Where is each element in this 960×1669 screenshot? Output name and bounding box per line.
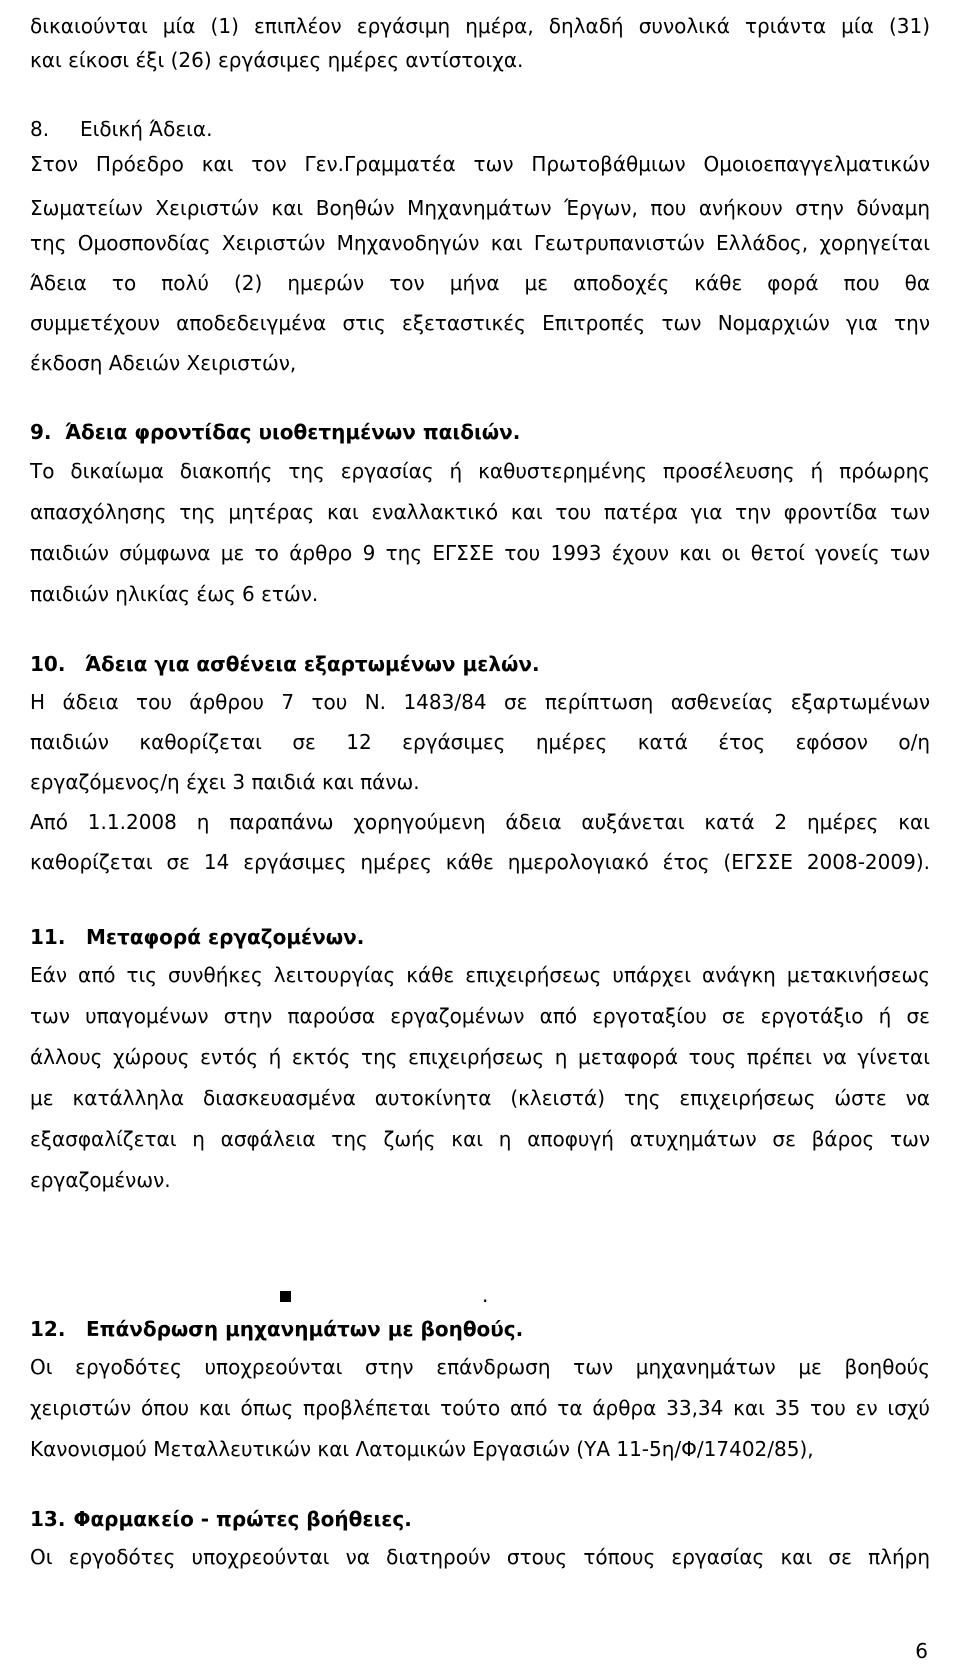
body-line: καθορίζεται σε 14 εργάσιμες ημέρες κάθε ημερολογιακό έτος (ΕΓΣΣΕ 2008-2009). [30,850,930,874]
section-heading [30,1502,930,1536]
bullet-mark [280,1291,291,1302]
body-line: εργαζομένων. [30,1168,171,1192]
section-title: Ειδική Άδεια. [80,117,213,141]
body-line: συμμετέχουν αποδεδειγμένα στις εξεταστικές Επιτροπές των Νομαρχιών για την [30,311,930,335]
body-line: εργαζόμενος/η έχει 3 παιδιά και πάνω. [30,770,420,794]
section-heading [30,1312,930,1346]
body-line: παιδιών σύμφωνα με το άρθρο 9 της ΕΓΣΣΕ του 1993 έχουν και οι θετοί γονείς των [30,541,930,565]
body-line: παιδιών καθορίζεται σε 12 εργάσιμες ημέρες κατά έτος εφόσον ο/η [30,730,930,754]
section-number: 11. [30,925,66,949]
section-number: 12. [30,1317,66,1341]
body-line: έκδοση Αδειών Χειριστών, [30,351,297,375]
section-heading [30,647,930,681]
section-heading [30,920,930,954]
section-heading [30,415,930,449]
body-line: Το δικαίωμα διακοπής της εργασίας ή καθυστερημένης προσέλευσης ή πρόωρης [30,459,930,483]
body-line: των υπαγομένων στην παρούσα εργαζομένων από εργοταξίου σε εργοτάξιο ή σε [30,1004,930,1028]
body-line: και είκοσι έξι (26) εργάσιμες ημέρες αντίστοιχα. [30,48,524,72]
body-line: δικαιούνται μία (1) επιπλέον εργάσιμη ημέρα, δηλαδή συνολικά τριάντα μία (31) [30,14,930,38]
body-line: Εάν από τις συνθήκες λειτουργίας κάθε επιχειρήσεως υπάρχει ανάγκη μετακινήσεως [30,963,930,987]
body-line: Κανονισμού Μεταλλευτικών και Λατομικών Εργασιών (ΥΑ 11-5η/Φ/17402/85), [30,1437,814,1461]
body-line: με κατάλληλα διασκευασμένα αυτοκίνητα (κλειστά) της επιχειρήσεως ώστε να [30,1086,930,1110]
body-line: Άδεια το πολύ (2) ημερών τον μήνα με αποδοχές κάθε φορά που θα [30,271,930,295]
body-line: απασχόλησης της μητέρας και εναλλακτικό και του πατέρα για την φροντίδα των [30,500,930,524]
separator-dot: . [482,1283,489,1307]
body-line: Από 1.1.2008 η παραπάνω χορηγούμενη άδεια αυξάνεται κατά 2 ημέρες και [30,810,930,834]
body-line: Στον Πρόεδρο και τον Γεν.Γραμματέα των Πρωτοβάθμιων Ομοιοεπαγγελματικών [30,152,930,176]
body-line: Η άδεια του άρθρου 7 του Ν. 1483/84 σε περίπτωση ασθενείας εξαρτωμένων [30,690,930,714]
body-line: Σωματείων Χειριστών και Βοηθών Μηχανημάτων Έργων, που ανήκουν στην δύναμη [30,196,930,220]
section-title: Άδεια φροντίδας υιοθετημένων παιδιών. [65,420,521,444]
body-line: εξασφαλίζεται η ασφάλεια της ζωής και η αποφυγή ατυχημάτων σε βάρος των [30,1127,930,1151]
page-number: 6 [915,1639,928,1663]
section-number: 8. [30,117,50,141]
body-line: της Ομοσπονδίας Χειριστών Μηχανοδηγών και Γεωτρυπανιστών Ελλάδος, χορηγείται [30,231,930,255]
section-number: 10. [30,652,66,676]
body-line: Οι εργοδότες υποχρεούνται στην επάνδρωση των μηχανημάτων με βοηθούς [30,1355,930,1379]
body-line: άλλους χώρους εντός ή εκτός της επιχειρήσεως η μεταφορά τους πρέπει να γίνεται [30,1045,930,1069]
section-title: Μεταφορά εργαζομένων. [86,925,365,949]
section-title: Φαρμακείο - πρώτες βοήθειες. [73,1507,412,1531]
section-number: 13. [30,1507,66,1531]
body-line: παιδιών ηλικίας έως 6 ετών. [30,582,319,606]
section-title: Επάνδρωση μηχανημάτων με βοηθούς. [86,1317,524,1341]
section-title: Άδεια για ασθένεια εξαρτωμένων μελών. [85,652,540,676]
body-line: χειριστών όπου και όπως προβλέπεται τούτο από τα άρθρα 33,34 και 35 του εν ισχύ [30,1396,930,1420]
section-heading [30,112,930,146]
body-line: Οι εργοδότες υποχρεούνται να διατηρούν στους τόπους εργασίας και σε πλήρη [30,1545,930,1569]
section-number: 9. [30,420,52,444]
